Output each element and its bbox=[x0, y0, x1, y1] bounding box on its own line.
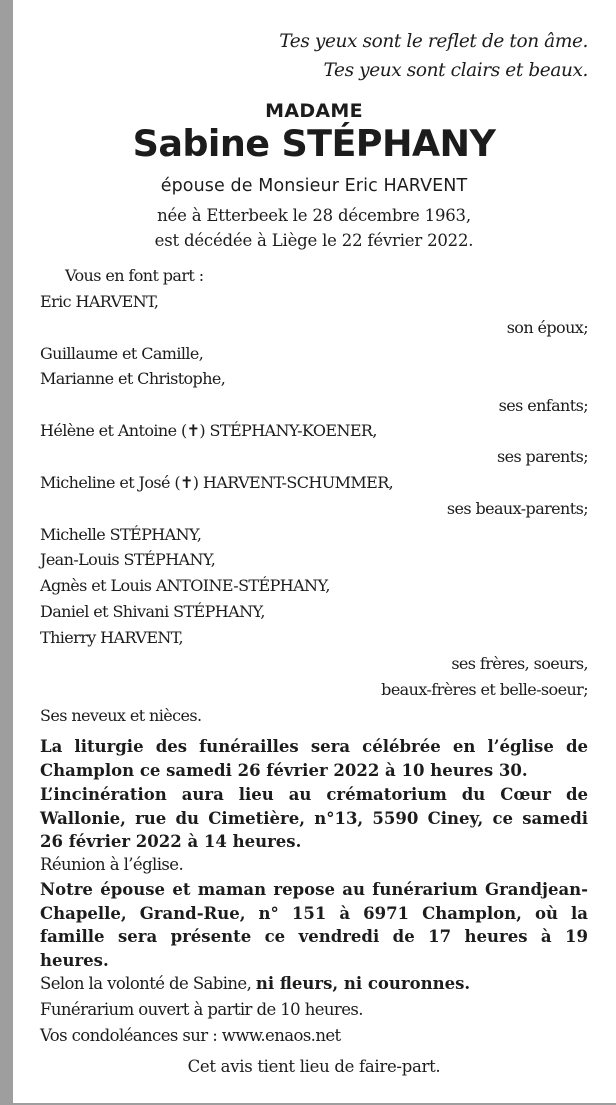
funerarium-paragraph: Notre épouse et maman repose au funérarium Grandjean-Chapelle, Grand-Rue, n° 151 à 6971 Champlon, où la famille sera présente ce vendredi de 17 heures à 19 heures. bbox=[40, 880, 588, 970]
wish-prefix: Selon la volonté de Sabine, bbox=[40, 974, 256, 993]
spouse-name: Eric HARVENT, bbox=[40, 292, 159, 311]
parents-names: Hélène et Antoine (✝) STÉPHANY-KOENER, bbox=[40, 421, 377, 440]
opening-hours-line: Funérarium ouvert à partir de 10 heures. bbox=[40, 1000, 363, 1019]
sibling-2: Jean-Louis STÉPHANY, bbox=[40, 550, 216, 569]
birth-line: née à Etterbeek le 28 décembre 1963, bbox=[157, 206, 471, 225]
epigraph-line-2: Tes yeux sont clairs et beaux. bbox=[323, 60, 588, 81]
cremation-paragraph: L’incinération aura lieu au crématorium du Cœur de Wallonie, rue du Cimetière, n°13, 5590 Ciney, ce samedi 26 février 2022 à 14 heures. bbox=[40, 785, 588, 851]
parents-in-law-role: ses beaux-parents; bbox=[446, 499, 588, 518]
epigraph-line-1: Tes yeux sont le reflet de ton âme. bbox=[279, 31, 588, 52]
sibling-5: Thierry HARVENT, bbox=[40, 628, 184, 647]
death-line: est décédée à Liège le 22 février 2022. bbox=[154, 231, 474, 250]
parents-in-law-names: Micheline et José (✝) HARVENT-SCHUMMER, bbox=[40, 473, 394, 492]
reunion-line: Réunion à l’église. bbox=[40, 855, 184, 874]
honorific: MADAME bbox=[265, 100, 363, 122]
announcement: Vous en font part : bbox=[65, 266, 204, 285]
child-2: Marianne et Christophe, bbox=[40, 369, 226, 388]
sibling-4: Daniel et Shivani STÉPHANY, bbox=[40, 602, 265, 621]
sibling-3: Agnès et Louis ANTOINE-STÉPHANY, bbox=[40, 576, 330, 595]
spouse-role: son époux; bbox=[506, 318, 588, 337]
siblings-role-2: beaux-frères et belle-soeur; bbox=[381, 680, 588, 699]
wish-emphasis: ni fleurs, ni couronnes. bbox=[255, 974, 471, 993]
children-role: ses enfants; bbox=[498, 396, 588, 415]
siblings-role-1: ses frères, soeurs, bbox=[451, 654, 588, 673]
nephews-nieces: Ses neveux et nièces. bbox=[40, 706, 202, 725]
liturgy-paragraph: La liturgie des funérailles sera célébrée en l’église de Champlon ce samedi 26 février 2022 à 10 heures 30. bbox=[40, 737, 588, 780]
left-margin-bar bbox=[0, 0, 13, 1105]
wish-line bbox=[40, 972, 588, 996]
closing-line: Cet avis tient lieu de faire-part. bbox=[187, 1057, 441, 1076]
parents-role: ses parents; bbox=[496, 447, 588, 466]
spouse-line: épouse de Monsieur Eric HARVENT bbox=[160, 176, 468, 196]
deceased-name: Sabine STÉPHANY bbox=[132, 122, 496, 165]
child-1: Guillaume et Camille, bbox=[40, 344, 204, 363]
condolences-line: Vos condoléances sur : www.enaos.net bbox=[40, 1026, 341, 1045]
sibling-1: Michelle STÉPHANY, bbox=[40, 525, 202, 544]
